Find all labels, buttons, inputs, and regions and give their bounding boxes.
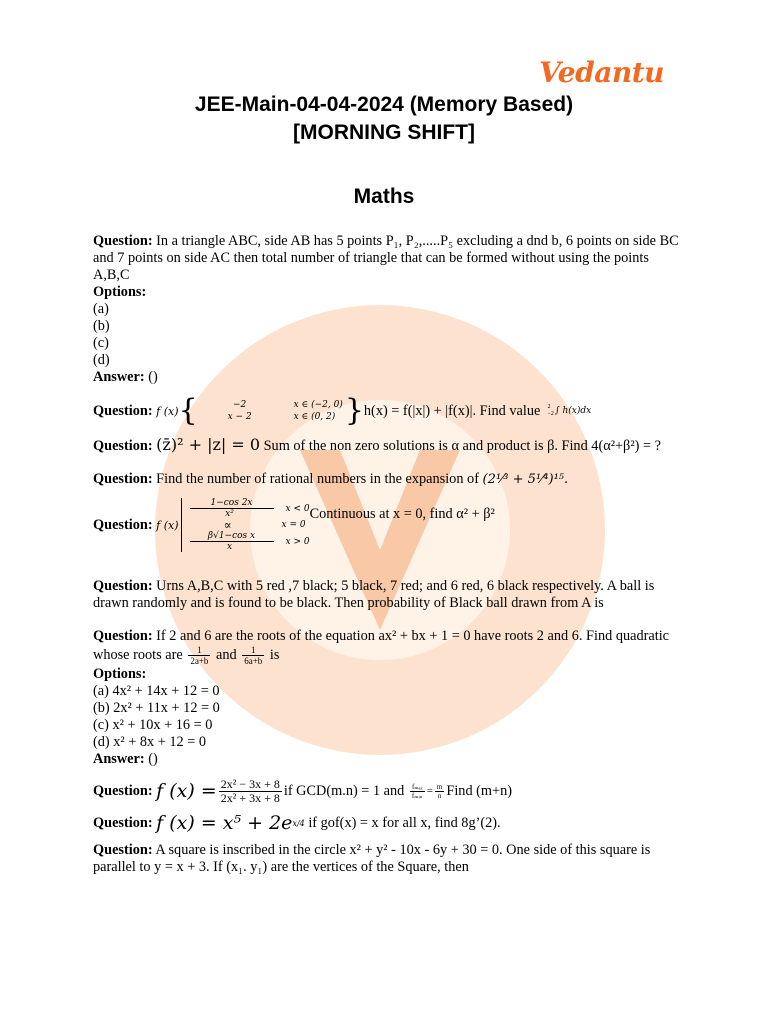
equals-sign: = [426, 785, 433, 797]
denominator: fₘᵢₙ [411, 792, 423, 800]
question-5 [93, 498, 683, 552]
question-1 [93, 233, 683, 284]
options-label: Options: [93, 666, 147, 682]
shift-title: [MORNING SHIFT] [293, 121, 475, 144]
question-text: if GCD(m.n) = 1 and [283, 783, 405, 799]
question-text-end: is [269, 646, 280, 663]
case-expr: −2 [232, 400, 247, 410]
numerator: m [436, 783, 443, 791]
denominator: n [437, 792, 442, 800]
question-10 [93, 842, 683, 876]
option-a: (a) [93, 301, 109, 317]
numerator: fₘₐₓ [410, 783, 425, 792]
question-label: Question: [93, 233, 153, 249]
right-brace: } [344, 393, 364, 428]
question-text: If 2 and 6 are the roots of the equation ax² + bx + 1 = 0 have roots 2 and 6. Find quadratic whose roots are [93, 628, 670, 663]
expansion-expression: (2¹⁄³ + 5¹⁄⁴)¹⁵. [482, 472, 569, 487]
answer-line [93, 751, 683, 768]
integral-upper: 2 [547, 404, 551, 410]
function-definition: f (x) = [156, 780, 217, 802]
question-3 [93, 436, 683, 455]
vedantu-logo: Vedantu [539, 56, 664, 89]
and-word: and [215, 646, 237, 663]
question-text-end: Find (m+n) [446, 783, 513, 799]
question-7 [93, 628, 683, 666]
integral-lower: −2 [547, 411, 554, 417]
integral-expression [548, 403, 592, 420]
option-a: (a) 4x² + 14x + 12 = 0 [93, 683, 220, 699]
equation: (z̄)² + |z| = 0 [156, 435, 261, 454]
fraction [219, 778, 282, 805]
question-list [93, 233, 683, 876]
exam-title: JEE-Main-04-04-2024 (Memory Based) [194, 93, 574, 116]
question-text: In a triangle ABC, side AB has 5 points P₁, P₂,.....P₅ excluding a dnd b, 6 points on side BC and 7 points on side AC then total number of triangle that can be formed without using the points A,B,C [93, 233, 679, 283]
answer-line [93, 369, 683, 386]
question-text: if gof(x) = x for all x, find 8g’(2). [308, 815, 501, 831]
fraction [242, 645, 264, 666]
question-8 [93, 778, 683, 805]
numerator: 1−cos 2x [190, 498, 274, 509]
answer-value: () [148, 369, 158, 385]
fraction [435, 783, 444, 800]
denominator: 6a+b [244, 656, 263, 666]
case-domain: x < 0 [285, 503, 310, 514]
function-name: f (x) [156, 518, 179, 532]
question-label: Question: [93, 578, 153, 594]
piecewise-function [200, 399, 343, 423]
case-expr: ∝ [223, 518, 232, 532]
denominator: 2a+b [190, 656, 209, 666]
question-label: Question: [93, 783, 153, 799]
left-brace: { [178, 393, 198, 428]
options-label: Options: [93, 284, 147, 300]
question-text: Continuous at x = 0, find α² + β² [309, 506, 495, 522]
function-definition: f (x) = x⁵ + 2e [156, 812, 293, 834]
case-domain: x ∈ (0, 2) [293, 412, 336, 422]
answer-label: Answer: [93, 751, 145, 767]
answer-label: Answer: [93, 369, 145, 385]
question-label: Question: [93, 516, 153, 533]
denominator: 2x² + 3x + 8 [220, 791, 280, 805]
piecewise-function [181, 498, 310, 552]
question-label: Question: [93, 842, 153, 858]
question-label: Question: [93, 438, 153, 454]
denominator: x [226, 542, 233, 552]
exponent: x/4 [292, 819, 305, 828]
option-d: (d) x² + 8x + 12 = 0 [93, 734, 207, 750]
question-text: h(x) = f(|x|) + |f(x)|. Find value [363, 402, 541, 419]
question-9 [93, 812, 683, 834]
fraction [188, 645, 210, 666]
question-label: Question: [93, 628, 153, 644]
numerator: 1 [188, 645, 210, 656]
option-c: (c) x² + 10x + 16 = 0 [93, 717, 213, 733]
denominator: x² [225, 509, 234, 519]
question-text: A square is inscribed in the circle x² + y² - 10x - 6y + 30 = 0. One side of this square is parallel to y = x + 3. If (x₁. y₁) are the vertices of the Square, then [93, 842, 651, 875]
function-name: f (x) [156, 404, 179, 418]
question-2 [93, 393, 683, 428]
numerator: 2x² − 3x + 8 [220, 777, 280, 791]
numerator: β√1−cos x [190, 531, 274, 542]
question-text: Urns A,B,C with 5 red ,7 black; 5 black, 7 red; and 6 red, 6 black respectively. A ball is drawn randomly and is found to be black. Then probability of Black ball drawn from A is [93, 578, 655, 611]
option-b: (b) [93, 318, 110, 334]
fraction [190, 498, 270, 519]
numerator: 1 [242, 645, 264, 656]
question-text: Find the number of rational numbers in the expansion of [156, 471, 479, 487]
question-label: Question: [93, 471, 153, 487]
option-b: (b) 2x² + 11x + 12 = 0 [93, 700, 220, 716]
fraction [410, 783, 425, 800]
question-4 [93, 471, 683, 488]
answer-value: () [148, 751, 158, 767]
question-label: Question: [93, 402, 153, 419]
integral: ∫ h(x)dx [554, 405, 592, 416]
subject-heading: Maths [353, 185, 415, 208]
question-text: Sum of the non zero solutions is α and product is β. Find 4(α²+β²) = ? [263, 438, 661, 454]
option-d: (d) [93, 352, 110, 368]
case-domain: x = 0 [281, 520, 306, 530]
case-domain: x ∈ (−2, 0) [293, 400, 343, 410]
fraction [190, 531, 270, 552]
case-expr: x − 2 [227, 412, 252, 422]
option-c: (c) [93, 335, 109, 351]
case-domain: x > 0 [285, 536, 310, 547]
question-label: Question: [93, 815, 153, 831]
question-6 [93, 578, 683, 612]
